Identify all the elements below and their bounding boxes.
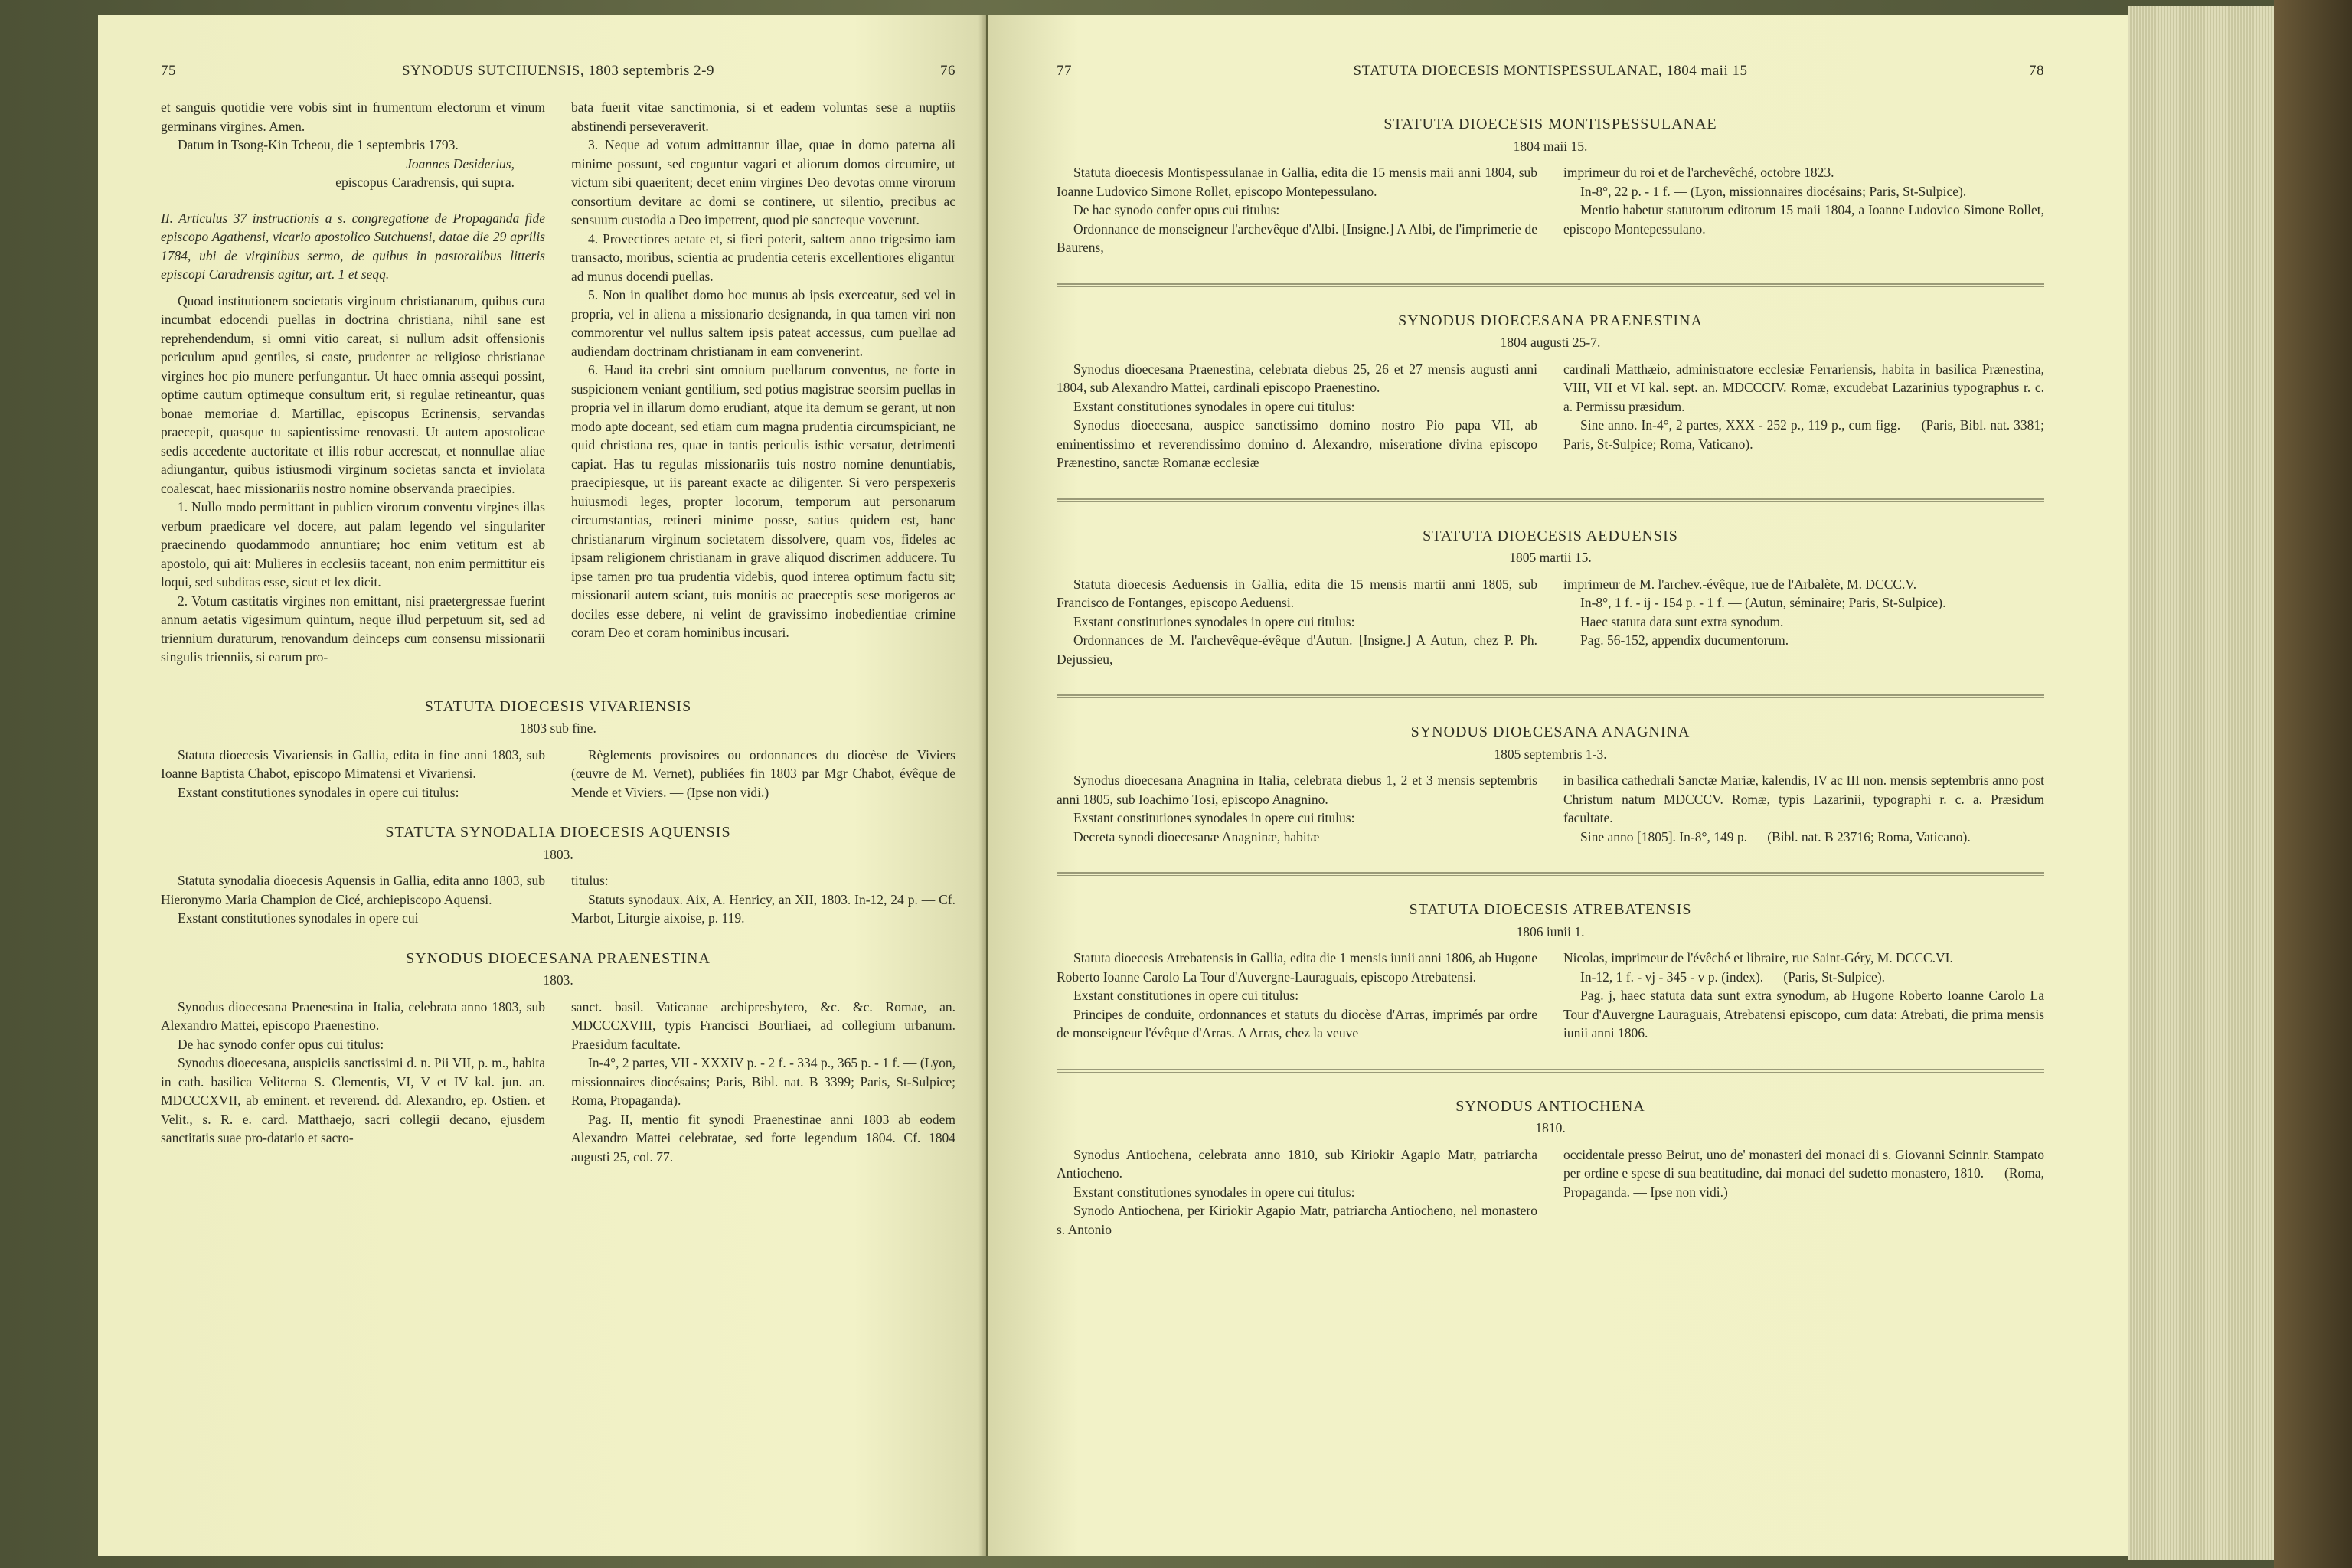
paragraph: Statuta dioecesis Vivariensis in Gallia, edita in fine anni 1803, sub Ioanne Baptista Chabot, episcopo Mimatensi et Vivariensi. xyxy=(161,746,545,781)
paragraph: Exstant constitutiones synodales in opere cui titulus: xyxy=(178,784,459,800)
paragraph: Haec statuta data sunt extra synodum. xyxy=(1580,613,1784,629)
paragraph: Pag. 56-152, appendix ducumentorum. xyxy=(1580,632,1789,648)
paragraph: Synodus dioecesana Praenestina in Italia, celebrata anno 1803, sub Alexandro Mattei, episcopo Praenestino. xyxy=(161,998,545,1033)
paragraph: imprimeur du roi et de l'archevêché, octobre 1823. xyxy=(1563,165,1834,180)
running-title: SYNODUS SUTCHUENSIS, 1803 septembris 2-9 xyxy=(402,63,714,79)
paragraph: Quoad institutionem societatis virginum christianarum, quibus cura incumbat edocendi puellas in doctrina christiana, nihil sane est reprehendendum, si omni vitio careat, si nullum adsit offensionis periculum apud gentiles, si caste, prudenter ac religiose christianae virgines hoc pio munere perfungantur. Ut haec omnia assequi possint, optime cautum optimeque consultum erit, si regulae retineantur, quas bonae memoriae d. Martillac, episcopus Ecrinensis, servandas praecepit, quasque tu sapientissime renovasti. Ut autem apostolicae sedis accedente auctoritate et illis robur accrescat, et nonnullae aliae adiungantur, quibus istiusmodi virginum societas sancta et inviolata coalescat, haec missionariis nostro nomine observanda praecipies. xyxy=(161,292,545,496)
section-divider xyxy=(1057,283,2044,287)
paragraph: Statuta dioecesis Atrebatensis in Gallia, edita die 1 mensis iunii anni 1806, ab Hugone Roberto Ioanne Carolo La Tour d'Auvergne-Lauraguais, episcopo Atrebatensi. xyxy=(1057,950,1537,985)
paragraph: Ordonnance de monseigneur l'archevêque d'Albi. [Insigne.] A Albi, de l'imprimerie de Baurens, xyxy=(1057,220,1537,255)
section-divider xyxy=(1057,498,2044,502)
paragraph: Synodus Antiochena, celebrata anno 1810, sub Kiriokir Agapio Matr, patriarcha Antiocheno. xyxy=(1057,1146,1537,1181)
section-title: STATUTA SYNODALIA DIOECESIS AQUENSIS xyxy=(385,824,731,841)
paragraph: In-8°, 22 p. - 1 f. — (Lyon, missionnaires diocésains; Paris, St-Sulpice). xyxy=(1580,183,1967,199)
article-heading: II. Articulus 37 instructionis a s. congregatione de Propaganda fide episcopo Agathensi, vicario apostolico Sutchuensi, datae die 29 aprilis 1784, ubi de virginibus sermo, de quibus in pastoralibus litteris episcopi Caradrensis agitur, art. 1 et seqq. xyxy=(161,210,545,282)
paragraph: Principes de conduite, ordonnances et statuts du diocèse d'Arras, imprimés par ordre de monseigneur l'évêque d'Arras. A Arras, chez la veuve xyxy=(1057,1006,1537,1040)
paragraph: Nicolas, imprimeur de l'évêché et libraire, rue Saint-Géry, M. DCCC.VI. xyxy=(1563,950,1953,965)
section-date: 1803. xyxy=(543,846,573,862)
paragraph: 4. Provectiores aetate et, si fieri poterit, saltem anno trigesimo iam transacto, moribus, scientia ac prudentia ceteris excellentiores eligantur ad munus docendi puellas. xyxy=(571,230,956,284)
running-head xyxy=(161,63,956,80)
page-number: 75 xyxy=(161,63,176,79)
book-cover-edge xyxy=(2274,0,2352,1568)
section-aeduensis xyxy=(1057,527,2044,669)
section-anagnina xyxy=(1057,723,2044,846)
paragraph: Synodus dioecesana, auspice sanctissimo domino nostro Pio papa VII, ab eminentissimo et reverendissimo domino d. Alexandro, miseratione divina episcopo Prænestino, sanctæ Romanæ ecclesiæ xyxy=(1057,417,1537,470)
section-atrebatensis xyxy=(1057,900,2044,1043)
paragraph: cardinali Matthæio, administratore ecclesiæ Ferrariensis, habita in basilica Prænestina, VIII, VII et VI kal. sept. an. MDCCCIV. Romæ, excudebat Lazarinius typographus r. c. a. Permissu præsidum. xyxy=(1563,361,2044,414)
section-title: STATUTA DIOECESIS ATREBATENSIS xyxy=(1409,901,1692,918)
column-right xyxy=(571,98,956,667)
paragraph: Règlements provisoires ou ordonnances du diocèse de Viviers (œuvre de M. Vernet), publiées fin 1803 par Mgr Chabot, évêque de Mende et Viviers. — (Ipse non vidi.) xyxy=(571,746,956,800)
signature: Joannes Desiderius, xyxy=(406,155,514,172)
paragraph: Exstant constitutiones synodales in opere cui xyxy=(178,910,419,926)
section-antiochena xyxy=(1057,1097,2044,1240)
paragraph: Mentio habetur statutorum editorum 15 maii 1804, a Ioanne Ludovico Simone Rollet, episcopo Montepessulano. xyxy=(1563,202,2044,237)
paragraph: De hac synodo confer opus cui titulus: xyxy=(1073,202,1280,217)
paragraph: 1. Nullo modo permittant in publico virorum conventu virgines illas verbum praedicare vel docere, aut palam legendo vel singulariter praecinendo quodammodo annuntiare; hoc enim vetitum est ab apostolo, qui ait: Mulieres in ecclesiis taceant, non enim permittitur eis loqui, sed subditas esse, sicut et lex dicit. xyxy=(161,499,545,590)
paragraph: 2. Votum castitatis virgines non emittant, nisi praetergressae fuerint annum aetatis vigesimum quintum, neque illud perpetuum sit, sed ad triennium duraturum, renovandum deinceps cum consensu missionarii singulis trienniis, si earum pro- xyxy=(161,593,545,665)
running-title: STATUTA DIOECESIS MONTISPESSULANAE, 1804 maii 15 xyxy=(1353,63,1748,79)
paragraph: Exstant constitutiones synodales in opere cui titulus: xyxy=(1073,1184,1355,1200)
paragraph: sanct. basil. Vaticanae archipresbytero, &c. &c. Romae, an. MDCCCXVIII, typis Francisci Bourliaei, ad collegium urbanum. Praesidum facultate. xyxy=(571,998,956,1052)
section-date: 1810. xyxy=(1535,1120,1566,1135)
page-number: 78 xyxy=(2028,63,2044,79)
section-title: SYNODUS ANTIOCHENA xyxy=(1455,1097,1645,1115)
paragraph: Exstant constitutiones synodales in opere cui titulus: xyxy=(1073,398,1355,414)
section-date: 1803 sub fine. xyxy=(520,720,596,736)
section-date: 1804 maii 15. xyxy=(1513,138,1588,154)
paragraph: Ordonnances de M. l'archevêque-évêque d'Autun. [Insigne.] A Autun, chez P. Ph. Dejussieu, xyxy=(1057,632,1537,667)
paragraph: 6. Haud ita crebri sint omnium puellarum conventus, ne forte in suspicionem veniant gentilium, sed potius magistrae seorsim puellas in propria vel in illarum domo erudiant, atque ita demum se gerant, ut non modo apte doceant, sed etiam cum magna prudentia circumspiciant, ne quid christiana res, quae in tantis periculis isthic versatur, detrimenti capiat. Has tu regulas missionariis tuis nostro nomine denuntiabis, praecipiesque, ut iis pareant exacte ac diligenter. Si vero perspexeris huiusmodi leges, propter locorum, temporum aut personarum circumstantias, retineri minime posse, satius quidem est, hanc christianarum virginum societatem dissolvere, quam vos, fideles ac ipsam religionem christianam in grave aliquod discrimen adducere. Tu ipse tamen pro tua prudentia videbis, quod interea optimum factu sit; missionarii autem sciant, tuis monitis ac praeceptis sese morigeros ac dociles esse debere, ni velint de gravissimo inobedientiae crimine coram Deo et coram hominibus incusari. xyxy=(571,362,956,640)
text-columns xyxy=(161,98,956,667)
paragraph: De hac synodo confer opus cui titulus: xyxy=(178,1036,384,1052)
section-aquensis xyxy=(161,823,956,928)
paragraph: Sine anno. In-4°, 2 partes, XXX - 252 p., 119 p., cum figg. — (Paris, Bibl. nat. 3381; Paris, St-Sulpice; Roma, Vaticano). xyxy=(1563,417,2044,452)
paragraph: Exstant constitutiones in opere cui titulus: xyxy=(1073,988,1299,1003)
paragraph: in basilica cathedrali Sanctæ Mariæ, kalendis, IV ac III non. mensis septembris anno post Christum natum MDCCCV. Romæ, typis Lazarinii, typographi r. c. a. Præsidum facultate. xyxy=(1563,773,2044,825)
paragraph: occidentale presso Beirut, uno de' monasteri dei monaci di s. Giovanni Scinnir. Stampato per ordine e spese di sua beatitudine, dai monaci del sudetto monastero, 1810. — (Roma, Propaganda. — Ipse non vidi.) xyxy=(1563,1146,2044,1200)
paragraph: Pag. j, haec statuta data sunt extra synodum, ab Hugone Roberto Ioanne Carolo La Tour d'Auvergne Lauraguais, Atrebatensi episcopo, cum data: Atrebati, die prima mensis iunii anni 1806. xyxy=(1563,988,2044,1040)
paragraph: bata fuerit vitae sanctimonia, si et eadem voluntas sese a nuptiis abstinendi perseveraverit. xyxy=(571,100,956,134)
paragraph: In-8°, 1 f. - ij - 154 p. - 1 f. — (Autun, séminaire; Paris, St-Sulpice). xyxy=(1580,595,1946,610)
section-date: 1805 martii 15. xyxy=(1509,550,1592,565)
paragraph: In-12, 1 f. - vj - 345 - v p. (index). — (Paris, St-Sulpice). xyxy=(1580,969,1886,985)
paragraph: Sine anno [1805]. In-8°, 149 p. — (Bibl. nat. B 23716; Roma, Vaticano). xyxy=(1580,828,1971,844)
section-title: STATUTA DIOECESIS MONTISPESSULANAE xyxy=(1383,116,1717,132)
paragraph: Synodo Antiochena, per Kiriokir Agapio Matr, patriarcha Antiocheno, nel monastero s. Antonio xyxy=(1057,1203,1537,1237)
section-title: STATUTA DIOECESIS AEDUENSIS xyxy=(1423,527,1678,544)
section-divider xyxy=(1057,872,2044,876)
section-title: SYNODUS DIOECESANA ANAGNINA xyxy=(1410,724,1690,740)
section-divider xyxy=(1057,1069,2044,1073)
paragraph: In-4°, 2 partes, VII - XXXIV p. - 2 f. - 334 p., 365 p. - 1 f. — (Lyon, missionnaires diocésains; Paris, Bibl. nat. B 3399; Paris, St-Sulpice; Roma, Propaganda). xyxy=(571,1055,956,1108)
paragraph: Statuta synodalia dioecesis Aquensis in Gallia, edita anno 1803, sub Hieronymo Maria Champion de Cicé, archiepiscopo Aquensi. xyxy=(161,873,545,907)
right-page xyxy=(988,15,2128,1556)
paragraph: Synodus dioecesana, auspiciis sanctissimi d. n. Pii VII, p. m., habita in cath. basilica Veliterna S. Clementis, VI, V et IV kal. jun. an. MDCCCXVII, ab eminent. et reverend. dd. Alexandro, ep. Ostien. et Velit., s. R. e. card. Matthaejo, sacri collegii decano, ejusdem sanctitatis suae pro-datario et sacro- xyxy=(161,1055,545,1145)
section-praenestina-1803 xyxy=(161,949,956,1167)
paragraph: Exstant constitutiones synodales in opere cui titulus: xyxy=(1073,613,1355,629)
running-head xyxy=(1057,63,2044,80)
section-vivariensis xyxy=(161,697,956,802)
paragraph: 3. Neque ad votum admittantur illae, quae in domo paterna ali minime possunt, sed coguntur vagari et aliorum domos circumire, ut victum sibi quaeritent; decet enim virgines Deo devotas omne virorum consortium devitare ac domi se continere, ut silentio, precibus ac sensuum custodia a Deo impetrent, quod pie sancteque voverunt. xyxy=(571,137,956,227)
paragraph: Synodus dioecesana Praenestina, celebrata diebus 25, 26 et 27 mensis augusti anni 1804, sub Alexandro Mattei, cardinali episcopo Praenestino. xyxy=(1057,361,1537,395)
section-title: SYNODUS DIOECESANA PRAENESTINA xyxy=(1398,312,1703,329)
column-left xyxy=(161,98,545,667)
section-date: 1806 iunii 1. xyxy=(1516,923,1585,939)
paragraph: 5. Non in qualibet domo hoc munus ab ipsis exerceatur, sed vel in propria, vel in aliena a missionario designanda, in qua tamen viri non commorentur vel nullus saltem ipsis pateat accessus, cum puellae ad audiendam doctrinam christianam in eam convenerint. xyxy=(571,287,956,359)
paragraph: Exstant constitutiones synodales in opere cui titulus: xyxy=(1073,810,1355,825)
paragraph: Decreta synodi dioecesanæ Anagninæ, habitæ xyxy=(1073,828,1320,844)
paragraph: Datum in Tsong-Kin Tcheou, die 1 septembris 1793. xyxy=(178,137,459,152)
section-date: 1805 septembris 1-3. xyxy=(1494,746,1607,762)
page-number: 76 xyxy=(940,63,956,79)
paragraph: Synodus dioecesana Anagnina in Italia, celebrata diebus 1, 2 et 3 mensis septembris anni 1805, sub Ioachimo Tosi, episcopo Anagnino. xyxy=(1057,773,1537,807)
paragraph: Statuts synodaux. Aix, A. Henricy, an XII, 1803. In-12, 24 p. — Cf. Marbot, Liturgie aixoise, p. 119. xyxy=(571,891,956,926)
paragraph: imprimeur de M. l'archev.-évêque, rue de l'Arbalète, M. DCCC.V. xyxy=(1563,576,1917,592)
paragraph: et sanguis quotidie vere vobis sint in frumentum electorum et vinum germinans virgines. Amen. xyxy=(161,100,545,134)
paragraph: Statuta dioecesis Montispessulanae in Gallia, edita die 15 mensis maii anni 1804, sub Ioanne Ludovico Simone Rollet, episcopo Montepessulano. xyxy=(1057,165,1537,199)
page-number: 77 xyxy=(1057,63,1072,79)
section-date: 1804 augusti 25-7. xyxy=(1500,335,1601,350)
page-fore-edge xyxy=(2128,6,2274,1560)
section-title: SYNODUS DIOECESANA PRAENESTINA xyxy=(406,949,710,967)
left-page xyxy=(98,15,986,1556)
section-date: 1803. xyxy=(543,972,573,988)
signature: episcopus Caradrensis, qui supra. xyxy=(335,175,514,190)
section-title: STATUTA DIOECESIS VIVARIENSIS xyxy=(424,697,692,715)
section-montispessulanae xyxy=(1057,115,2044,257)
section-divider xyxy=(1057,694,2044,698)
paragraph: Pag. II, mentio fit synodi Praenestinae anni 1803 ab eodem Alexandro Mattei celebratae, sed forte legendum 1804. Cf. 1804 augusti 25, col. 77. xyxy=(571,1111,956,1165)
section-praenestina-1804 xyxy=(1057,312,2044,472)
paragraph: Statuta dioecesis Aeduensis in Gallia, edita die 15 mensis martii anni 1805, sub Francisco de Fontanges, episcopo Aeduensi. xyxy=(1057,576,1537,610)
paragraph: titulus: xyxy=(571,873,609,888)
